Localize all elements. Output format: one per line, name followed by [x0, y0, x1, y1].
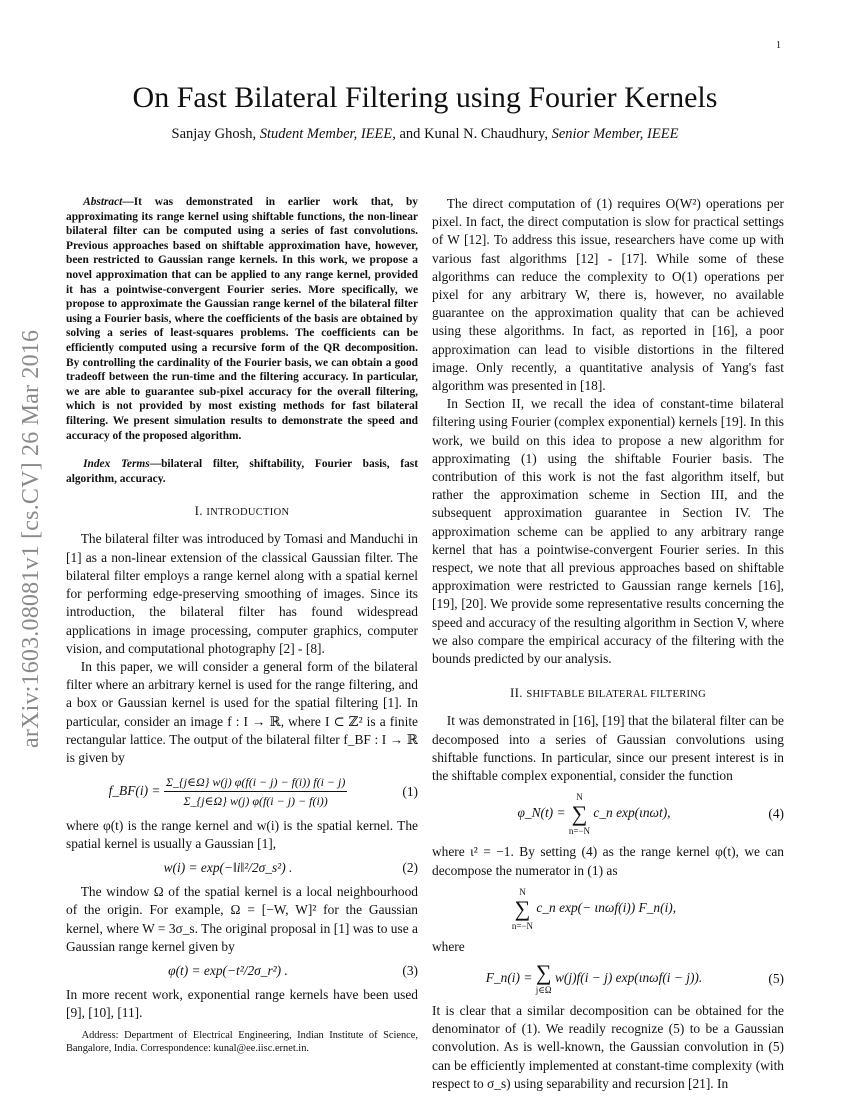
paragraph: In this paper, we will consider a general form of the bilateral filter where an arbitrary kernel is used for the range filtering, and a box or Gaussian kernel is used for the spatial filtering [1]. In particular, consider an image f : I → ℝ, where I ⊂ ℤ² is a finite rectangular lattice. The output of the bilateral filter f_BF : I → ℝ is given by: [66, 658, 418, 765]
index-terms-label: Index Terms: [83, 458, 150, 471]
author-line: [0, 126, 850, 143]
equation-3: [66, 962, 418, 980]
paragraph: where: [432, 938, 465, 954]
section-title: INTRODUCTION: [206, 507, 290, 519]
index-terms-text: —bilateral filter, shiftability, Fourier basis, fast algorithm, accuracy.: [66, 458, 418, 485]
summation: [569, 791, 590, 837]
sum-lower: j∈Ω: [535, 984, 552, 995]
abstract-text: —It was demonstrated in earlier work that, by approximating its range kernel using shiftable functions, the non-linear bilateral filter can be computed using a series of fast convolutions. Previous approaches based on shiftable approximation have, however, been restricted to Gaussian range kernels. In this work, we propose a novel approximation that can be applied to any range kernel, provided it has a pointwise-convergent Fourier series. More specifically, we propose to approximate the Gaussian range kernel of the bilateral filter using a Fourier basis, where the coefficients of the basis are obtained by solving a series of least-squares problems. The coefficients can be efficiently computed using a recursive form of the QR decomposition. By controlling the cardinality of the Fourier basis, we can obtain a good tradeoff between the run-time and the filtering accuracy. In particular, we are able to guarantee sub-pixel accuracy for the overall filtering, which is not provided by most existing methods for fast bilateral filtering. We present simulation results to demonstrate the speed and accuracy of the proposed algorithm.: [66, 196, 418, 442]
equation-body: [432, 959, 756, 996]
equation-tag: (1): [402, 783, 418, 799]
paragraph: The window Ω of the spatial kernel is a local neighbourhood of the origin. For example, Ω = [−W, W]² for the Gaussian kernel, where W = 3σ_s. The original proposal in [1] was to use a Gaussian range kernel given by: [66, 884, 418, 954]
equation-body: [432, 791, 756, 837]
equation-numerator-decomposition: [432, 886, 784, 932]
summation: [535, 959, 552, 996]
author-2-role: Senior Member, IEEE: [551, 126, 679, 142]
arxiv-stamp: arXiv:1603.08081v1 [cs.CV] 26 Mar 2016: [18, 329, 44, 748]
equation-1: [66, 773, 418, 810]
equation-tag: (3): [402, 962, 418, 978]
equation-tag: (4): [768, 806, 784, 822]
section-heading-2: [432, 684, 784, 704]
abstract: [66, 195, 418, 443]
equation-body: φ(t) = exp(−t²/2σ_r²) .: [168, 962, 288, 978]
equation-lhs: F_n(i) =: [485, 969, 533, 985]
author-and: and: [399, 126, 421, 142]
summation: [512, 886, 533, 932]
section-title: SHIFTABLE BILATERAL FILTERING: [526, 689, 707, 701]
paragraph: It was demonstrated in [16], [19] that the bilateral filter can be decomposed into a series of Gaussian convolutions using shiftable functions. In particular, since our present interest is in the shiftable complex exponential, consider the function: [432, 713, 784, 784]
sum-upper: N: [576, 792, 583, 803]
equation-lhs: φ_N(t) =: [517, 805, 566, 821]
equation-rhs: c_n exp(− ιnωf(i)) F_n(i),: [536, 899, 677, 915]
equation-tag: (5): [768, 970, 784, 986]
equation-denominator: Σ_{j∈Ω} w(j) φ(f(i − j) − f(i)): [183, 794, 328, 809]
sum-sign: ∑: [571, 801, 588, 827]
paragraph: The bilateral filter was introduced by Tomasi and Manduchi in [1] as a non-linear extension of the classical Gaussian filter. The bilateral filter employs a range kernel along with a spatial kernel for performing edge-preserving smoothing of images. Since its introduction, the bilateral filter has found widespread applications in image processing, computer graphics, computer vision, and computational photography [2] - [8].: [66, 531, 418, 656]
paper-title: On Fast Bilateral Filtering using Fourier Kernels: [132, 81, 718, 114]
paragraph: It is clear that a similar decomposition can be obtained for the denominator of (1). We readily recognize (5) to be a Gaussian convolution. As is well-known, the Gaussian convolution in (5) can be efficiently implemented at constant-time complexity (with respect to σ_s) using separability and recursion [21]. In: [432, 1002, 784, 1091]
page-number: 1: [776, 40, 781, 51]
equation-tag: (2): [402, 859, 418, 875]
index-terms: [66, 457, 418, 486]
sum-upper: N: [519, 886, 526, 897]
abstract-label: Abstract: [83, 196, 123, 208]
sum-lower: n=−N: [568, 826, 591, 837]
paragraph: In more recent work, exponential range kernels have been used [9], [10], [11].: [66, 987, 418, 1021]
equation-numerator: Σ_{j∈Ω} w(j) φ(f(i − j) − f(i)) f(i − j): [164, 773, 348, 792]
author-2: Kunal N. Chaudhury,: [424, 126, 548, 142]
paragraph: where φ(t) is the range kernel and w(i) is the spatial kernel. The spatial kernel is usually a Gaussian [1],: [66, 817, 418, 851]
right-column: [432, 195, 784, 1093]
equation-fraction: [164, 773, 348, 810]
footnote: Address: Department of Electrical Engineering, Indian Institute of Science, Bangalore, India. Correspondence: kunal@ee.iisc.ernet.in.: [66, 1029, 418, 1054]
equation-lhs: f_BF(i) =: [108, 782, 161, 798]
sum-sign: ∑: [514, 895, 531, 921]
equation-body: [66, 773, 390, 810]
equation-4: [432, 791, 784, 837]
equation-5: [432, 959, 784, 996]
paragraph: The direct computation of (1) requires O(W²) operations per pixel. In fact, the direct computation is slow for practical settings of W [12]. To address this issue, researchers have come up with various fast algorithms [12] - [17]. While some of these algorithms can reduce the complexity to O(1) operations per pixel for any arbitrary W, there is, however, no available guarantee on the approximation quality that can be achieved using these algorithms. In fact, as reported in [16], a poor approximation can lead to visible distortions in the filtered image. Only recently, a quantitative analysis of Yang's fast algorithm was presented in [18].: [432, 196, 784, 394]
equation-body: w(i) = exp(−‖i‖²/2σ_s²) .: [163, 859, 293, 875]
author-1: Sanjay Ghosh,: [171, 126, 257, 142]
left-column: [66, 195, 418, 1055]
paragraph: where ι² = −1. By setting (4) as the range kernel φ(t), we can decompose the numerator in (1) as: [432, 844, 784, 878]
equation-rhs: w(j)f(i − j) exp(ιnωf(i − j)).: [554, 969, 703, 985]
paragraph: In Section II, we recall the idea of constant-time bilateral filtering using Fourier (complex exponential) kernels [19]. In this work, we build on this idea to propose a new algorithm for approximating (1) using the shiftable Fourier basis. The contribution of this work is not the fast algorithm itself, but rather the approximation scheme in Section III, and the subsequent approximation guarantee in Section IV. The approximation scheme can be applied to any arbitrary range kernel that has a pointwise-convergent Fourier series. In this respect, we note that all previous approaches based on shiftable approximation were restricted to Gaussian range kernels [16], [19], [20]. We provide some representative results concerning the speed and accuracy of the resulting algorithm in Section V, where we also compare the empirical accuracy of the filtering with the bounds predicted by our analysis.: [432, 396, 784, 667]
sum-sign: ∑: [535, 959, 552, 985]
section-number: II.: [509, 685, 523, 701]
equation-2: [66, 859, 418, 877]
section-heading-1: [66, 502, 418, 522]
sum-lower: n=−N: [511, 920, 534, 931]
equation-rhs: c_n exp(ιnωt),: [593, 805, 671, 821]
equation-body: [432, 886, 756, 932]
author-1-role: Student Member, IEEE,: [259, 126, 396, 142]
section-number: I.: [194, 503, 203, 519]
